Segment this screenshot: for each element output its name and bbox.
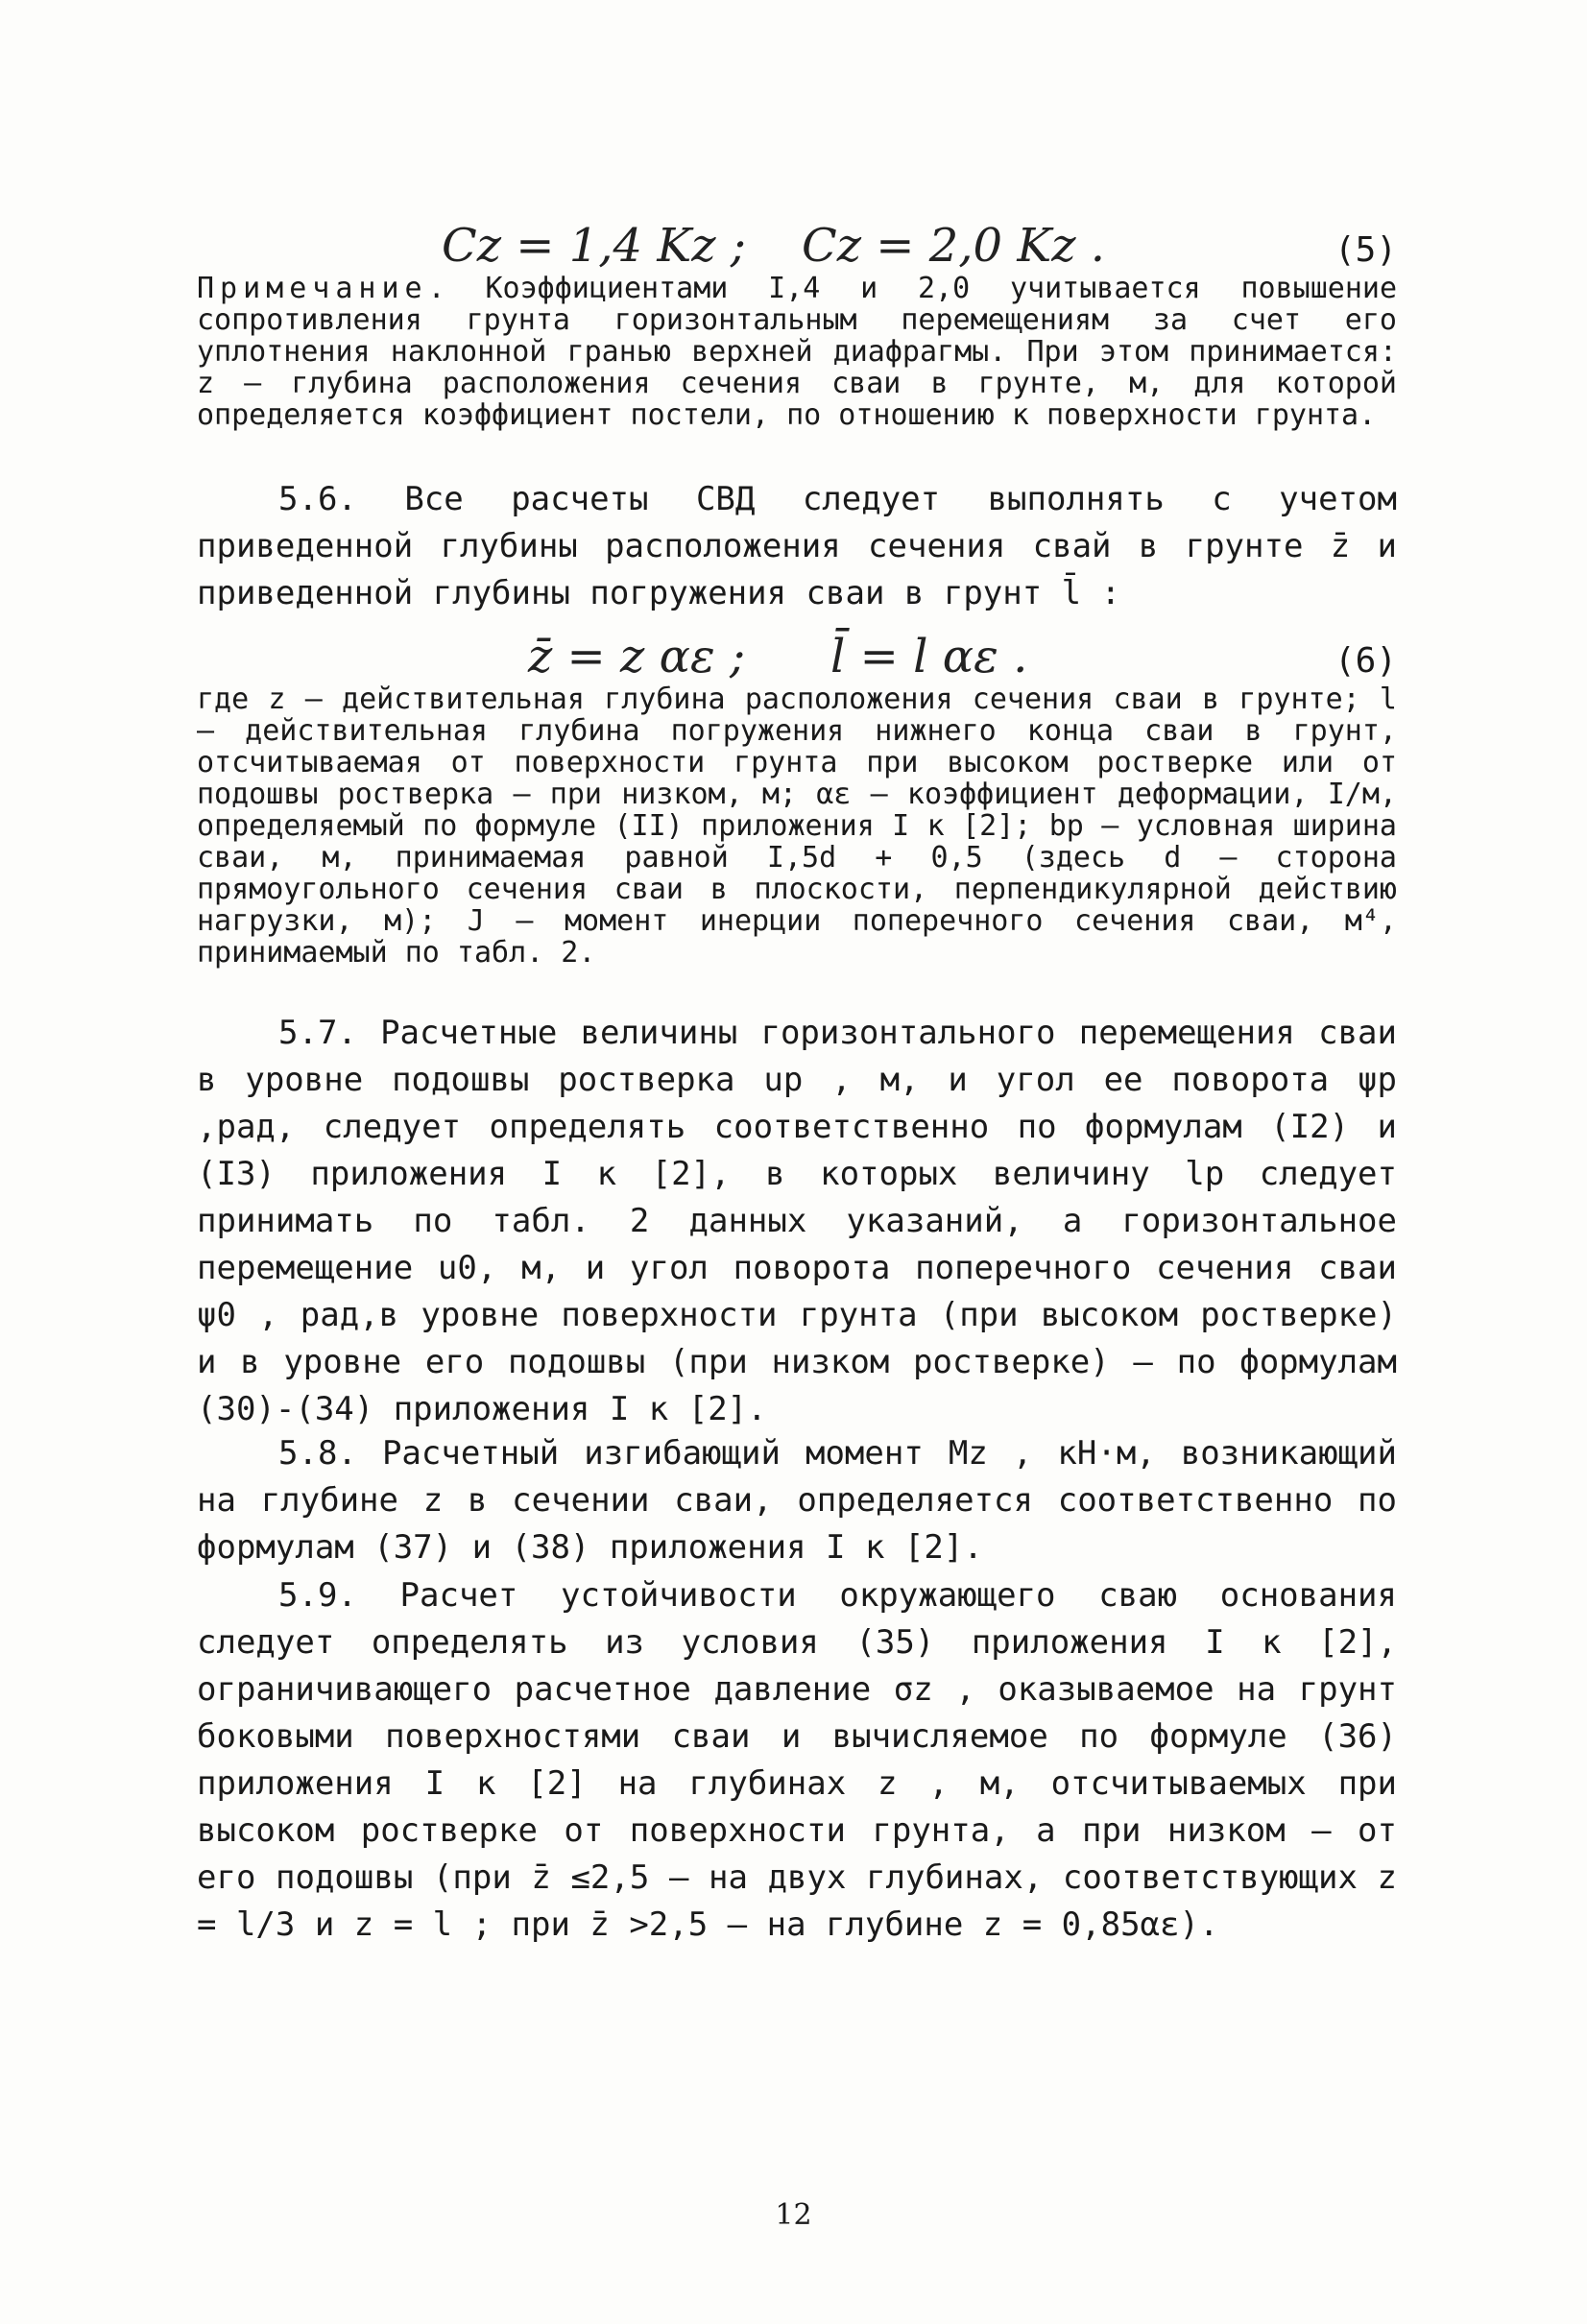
paragraph-5-9: 5.9. Расчет устойчивости окружающего сваю основания следует определять из условия (35) приложения I к [2], ограничивающего расчетное давление σz , оказываемое на грунт боковыми поверхностями сваи и вычисляемое по формуле (36) приложения I к [2] на глубинах z , м, отсчитываемых при высоком ростверке от поверхности грунта, а при низком – от его подошвы (при z̄ ≤2,5 – на двух глубинах, соответствующих z = l/3 и z = l ; при z̄ >2,5 – на глубине z = 0,85αε).: [197, 1576, 1397, 1944]
formula-5-right: Cz = 2,0 Kz .: [802, 219, 1106, 273]
formula-5-left: Cz = 1,4 Kz ;: [442, 219, 746, 273]
formula-6-right: l̄ = l αε .: [830, 630, 1028, 683]
page-number: 12: [775, 2198, 812, 2232]
note-text: . Коэффициентами I,4 и 2,0 учитывается повышение сопротивления грунта горизонтальным перемещениям за счет его уплотнения наклонной гранью верхней диафрагмы. При этом принимается: z – глубина расположения сечения сваи в грунте, м, для которой определяется коэффициент постели, по отношению к поверхности грунта.: [197, 272, 1397, 432]
paragraph-5-8: 5.8. Расчетный изгибающий момент Mz , кН·м, возникающий на глубине z в сечении сваи, определяется соответственно по формулам (37) и (38) приложения I к [2].: [197, 1434, 1397, 1567]
note-label: Примечание: [197, 272, 428, 305]
formula-6-number: (6): [1334, 641, 1397, 681]
paragraph-5-7: 5.7. Расчетные величины горизонтального перемещения сваи в уровне подошвы ростверка up , м, и угол ее поворота ψp ,рад, следует определять соответственно по формулам (I2) и (I3) приложения I к [2], в которых величину lp следует принимать по табл. 2 данных указаний, а горизонтальное перемещение u0, м, и угол поворота поперечного сечения сваи ψ0 , рад,в уровне поверхности грунта (при высоком ростверке) и в уровне его подошвы (при низком ростверке) – по формулам (30)-(34) приложения I к [2].: [197, 1014, 1397, 1428]
formula-6-left: z̄ = z αε ;: [528, 630, 746, 683]
note-paragraph: [197, 273, 1397, 431]
paragraph-5-6: 5.6. Все расчеты СВД следует выполнять с учетом приведенной глубины расположения сечения свай в грунте z̄ и приведенной глубины погружения сваи в грунт l̄ :: [197, 480, 1397, 612]
formula-5-number: (5): [1334, 230, 1397, 270]
where-paragraph: где z – действительная глубина расположения сечения сваи в грунте; l – действительная глубина погружения нижнего конца сваи в грунт, отсчитываемая от поверхности грунта при высоком ростверке или от подошвы ростверка – при низком, м; αε – коэффициент деформации, I/м, определяемый по формуле (II) приложения I к [2]; bp – условная ширина сваи, м, принимаемая равной I,5d + 0,5 (здесь d – сторона прямоугольного сечения сваи в плоскости, перпендикулярной действию нагрузки, м); J – момент инерции поперечного сечения сваи, м⁴, принимаемый по табл. 2.: [197, 683, 1397, 970]
